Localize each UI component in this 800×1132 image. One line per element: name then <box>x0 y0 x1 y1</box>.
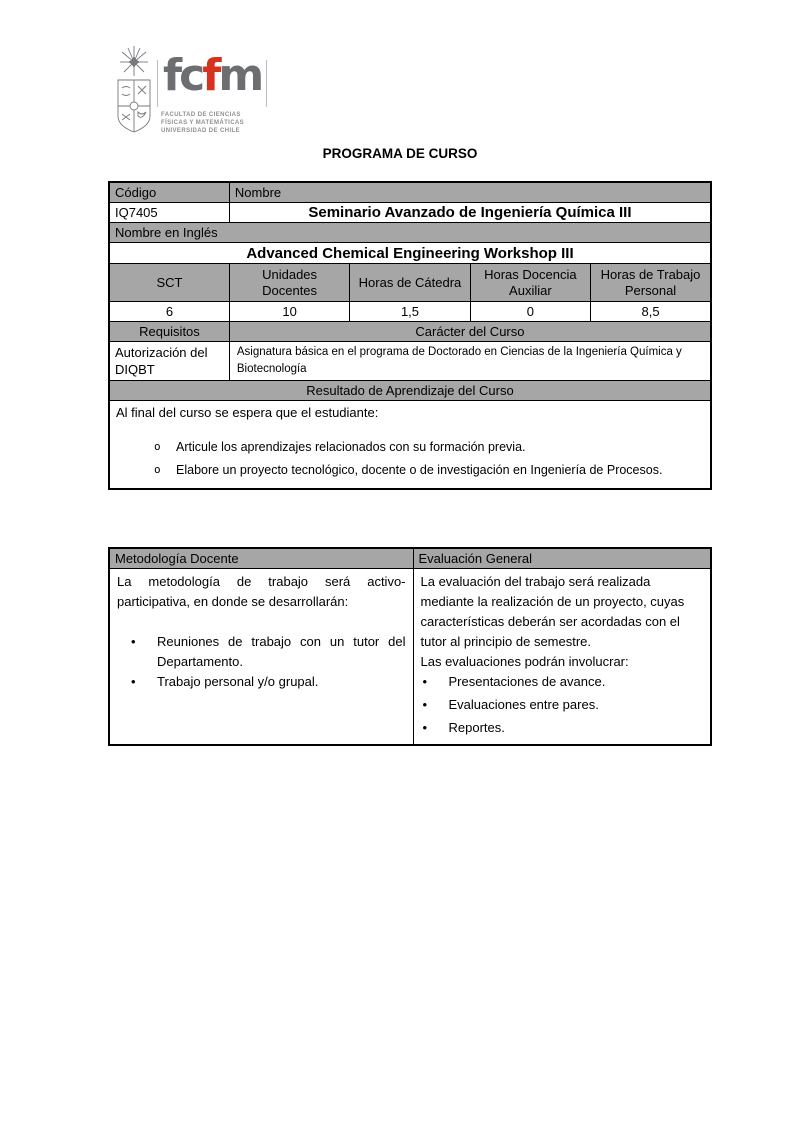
methodology-evaluation-table <box>108 547 712 746</box>
disc-bullet-icon: • <box>131 674 136 689</box>
value-horas-trabajo-personal: 8,5 <box>591 302 711 322</box>
wordmark-gray-fc: fc <box>163 50 203 101</box>
wordmark-gray-m: m <box>218 50 262 101</box>
value-horas-catedra: 1,5 <box>350 302 470 322</box>
header-sct-text: SCT <box>156 274 183 290</box>
disc-bullet-icon: • <box>422 697 428 712</box>
fcfm-logo <box>110 44 267 136</box>
list-item <box>423 718 704 738</box>
caracter-label: Carácter del Curso <box>229 322 711 342</box>
course-info-table <box>108 181 712 490</box>
evaluacion-intro: La evaluación del trabajo será realizada mediante la realización de un proyecto, cuyas características deberán ser acordadas con el tutor al principio de semestre. <box>420 574 685 649</box>
metodologia-intro: La metodología de trabajo será activo-participativa, en donde se desarrollarán: <box>117 574 406 609</box>
requisitos-label: Requisitos <box>109 322 229 342</box>
evaluacion-bullet-text: Presentaciones de avance. <box>448 674 606 689</box>
value-sct: 6 <box>109 302 229 322</box>
disc-bullet-icon: • <box>131 634 136 649</box>
resultado-bullet-text: Articule los aprendizajes relacionados con su formación previa. <box>176 440 526 454</box>
university-crest-icon <box>110 44 154 136</box>
nombre-label: Nombre <box>229 182 711 203</box>
evaluacion-bullet-text: Reportes. <box>448 720 505 735</box>
evaluacion-subheading: Las evaluaciones podrán involucrar: <box>420 654 629 669</box>
header-horas-trabajo-personal <box>591 264 711 302</box>
list-item <box>423 672 704 692</box>
metodologia-bullet-list <box>131 632 406 692</box>
metodologia-docente-cell <box>109 569 413 746</box>
list-item <box>423 695 704 715</box>
course-name-english: Advanced Chemical Engineering Workshop III <box>109 243 711 264</box>
evaluacion-bullet-text: Evaluaciones entre pares. <box>448 697 599 712</box>
evaluacion-general-label: Evaluación General <box>413 548 711 569</box>
resultado-aprendizaje-cell <box>109 401 711 489</box>
evaluacion-bullet-list <box>423 672 704 738</box>
resultado-aprendizaje-label: Resultado de Aprendizaje del Curso <box>109 381 711 401</box>
header-sct <box>109 264 229 302</box>
header-horas-docencia-auxiliar-text: Horas Docencia Auxiliar <box>484 266 577 298</box>
resultado-bullet-list <box>154 438 704 479</box>
header-unidades-docentes-text: Unidades Docentes <box>262 266 318 298</box>
course-name-spanish: Seminario Avanzado de Ingeniería Química III <box>229 203 711 223</box>
fcfm-wordmark <box>158 44 266 108</box>
value-unidades-docentes: 10 <box>229 302 349 322</box>
logo-caption-line1: FACULTAD DE CIENCIAS <box>161 112 241 118</box>
resultado-intro: Al final del curso se espera que el estudiante: <box>116 405 379 420</box>
logo-caption-line2: FÍSICAS Y MATEMÁTICAS <box>161 120 245 126</box>
logo-text-block <box>157 44 267 135</box>
header-horas-catedra <box>350 264 470 302</box>
list-item <box>131 632 406 672</box>
page-title: PROGRAMA DE CURSO <box>322 146 478 161</box>
logo-caption <box>157 111 267 135</box>
header-horas-catedra-text: Horas de Cátedra <box>358 274 462 290</box>
metodologia-bullet-text: Reuniones de trabajo con un tutor del Departamento. <box>157 634 406 669</box>
resultado-bullet-text: Elabore un proyecto tecnológico, docente o de investigación en Ingeniería de Procesos. <box>176 463 663 477</box>
metodologia-docente-label: Metodología Docente <box>109 548 413 569</box>
metodologia-bullet-text: Trabajo personal y/o grupal. <box>157 674 319 689</box>
caracter-value: Asignatura básica en el programa de Doctorado en Ciencias de la Ingeniería Química y Biotecnología <box>229 342 711 381</box>
requisitos-value: Autorización del DIQBT <box>109 342 229 381</box>
header-unidades-docentes <box>229 264 349 302</box>
value-horas-docencia-auxiliar: 0 <box>470 302 590 322</box>
wordmark-red-f: f <box>202 50 219 101</box>
logo-caption-line3: UNIVERSIDAD DE CHILE <box>161 128 241 134</box>
header-horas-trabajo-personal-text: Horas de Trabajo Personal <box>600 266 701 298</box>
circle-bullet-icon: o <box>154 463 161 476</box>
list-item <box>131 672 406 692</box>
codigo-value: IQ7405 <box>109 203 229 223</box>
evaluacion-general-cell <box>413 569 711 746</box>
codigo-label: Código <box>109 182 229 203</box>
list-item <box>154 461 704 479</box>
circle-bullet-icon: o <box>154 440 161 453</box>
disc-bullet-icon: • <box>422 720 428 735</box>
list-item <box>154 438 704 456</box>
header-horas-docencia-auxiliar <box>470 264 590 302</box>
disc-bullet-icon: • <box>422 674 428 689</box>
logo-divider-right <box>266 60 267 107</box>
nombre-ingles-label: Nombre en Inglés <box>109 223 711 243</box>
